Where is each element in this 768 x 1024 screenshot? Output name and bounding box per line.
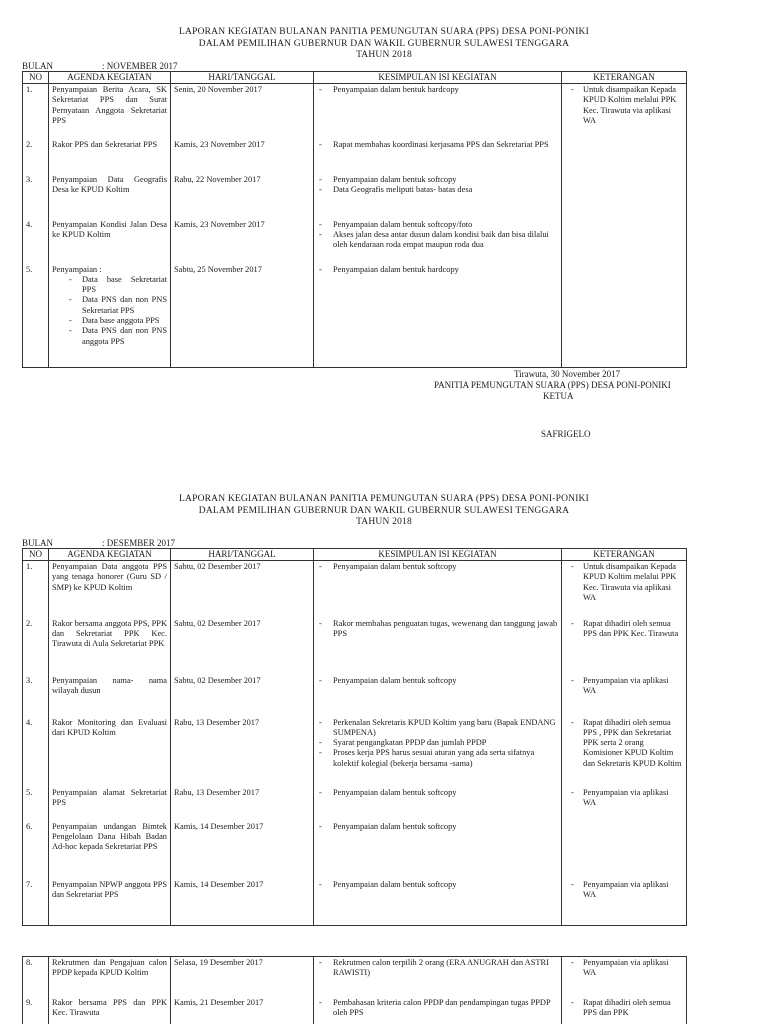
row-agenda: Penyampaian NPWP anggota PPS dan Sekretariat PPS	[49, 879, 171, 926]
row-date: Rabu, 13 Desember 2017	[171, 787, 314, 821]
report2-title-line2: DALAM PEMILIHAN GUBERNUR DAN WAKIL GUBERNUR SULAWESI TENGGARA	[198, 505, 570, 516]
table-row	[23, 675, 687, 717]
table-row	[23, 618, 687, 675]
table-row	[23, 879, 687, 926]
signature-role: KETUA	[543, 391, 574, 401]
row-kesimpulan	[314, 787, 562, 821]
row-agenda: Penyampaian undangan Bimtek Pengelolaan Dana Hibah Badan Ad-hoc kepada Sekretariat PPS	[49, 821, 171, 879]
list-item: - Penyampaian dalam bentuk softcopy	[317, 880, 558, 890]
list-item: - Penyampaian via aplikasi WA	[565, 676, 683, 697]
table-row	[23, 219, 687, 264]
list-item: - Penyampaian dalam bentuk softcopy	[317, 822, 558, 832]
col-header-agenda: AGENDA KEGIATAN	[49, 72, 171, 84]
row-kesimpulan	[314, 561, 562, 618]
row-no: 2.	[23, 139, 49, 174]
row-kesimpulan	[314, 174, 562, 219]
report2-bulan-value: : DESEMBER 2017	[102, 538, 176, 548]
row-agenda: Rakor PPS dan Sekretariat PPS	[49, 139, 171, 174]
row-keterangan	[562, 264, 687, 368]
row-date: Sabtu, 02 Desember 2017	[171, 618, 314, 675]
list-item: - Penyampaian dalam bentuk hardcopy	[317, 85, 558, 95]
row-no: 3.	[23, 675, 49, 717]
report2-table	[22, 548, 687, 926]
signature-name: SAFRIGELO	[541, 429, 591, 439]
report1-title-line2: DALAM PEMILIHAN GUBERNUR DAN WAKIL GUBERNUR SULAWESI TENGGARA	[198, 38, 570, 49]
row-agenda: Rakor bersama PPS dan PPK Kec. Tirawuta	[49, 997, 171, 1024]
list-item: - Untuk disampaikan Kepada KPUD Koltim melalui PPK Kec. Tirawuta via aplikasi WA	[565, 85, 683, 126]
row-no: 2.	[23, 618, 49, 675]
report2-bulan-label: BULAN	[22, 538, 53, 548]
row-keterangan	[562, 561, 687, 618]
report2-bulan	[22, 538, 175, 548]
signature-org: PANITIA PEMUNGUTAN SUARA (PPS) DESA PONI-PONIKI	[434, 380, 671, 390]
list-item: - Syarat pengangkatan PPDP dan jumlah PPDP	[317, 738, 558, 748]
col-header-no: NO	[23, 72, 49, 84]
table-row	[23, 561, 687, 618]
row-no: 6.	[23, 821, 49, 879]
row-agenda: Penyampaian Data anggota PPS yang tenaga honorer (Guru SD / SMP) ke KPUD Koltim	[49, 561, 171, 618]
row-no: 4.	[23, 717, 49, 787]
list-item: - Penyampaian via aplikasi WA	[565, 788, 683, 809]
list-item: - Data base anggota PPS	[60, 316, 167, 326]
report1-title-line3: TAHUN 2018	[356, 50, 412, 60]
col-header-kesimpulan: KESIMPULAN ISI KEGIATAN	[314, 549, 562, 561]
row-date: Rabu, 22 November 2017	[171, 174, 314, 219]
list-item: - Data PNS dan non PNS anggota PPS	[60, 326, 167, 347]
row-keterangan	[562, 997, 687, 1024]
list-item: - Data Geografis meliputi batas- batas desa	[317, 185, 558, 195]
row-no: 7.	[23, 879, 49, 926]
list-item: - Penyampaian dalam bentuk softcopy/foto	[317, 220, 558, 230]
row-date: Kamis, 14 Desember 2017	[171, 879, 314, 926]
row-agenda: Penyampaian Berita Acara, SK Sekretariat PPS dan Surat Pernyataan Anggota Sekretariat PPS	[49, 84, 171, 139]
row-agenda: Rakor Monitoring dan Evaluasi dari KPUD Koltim	[49, 717, 171, 787]
col-header-keterangan: KETERANGAN	[562, 72, 687, 84]
row-keterangan	[562, 717, 687, 787]
row-keterangan	[562, 618, 687, 675]
list-item: - Rapat dihadiri oleh semua PPS dan PPK Kec. Tirawuta	[565, 619, 683, 640]
report1-title-line1: LAPORAN KEGIATAN BULANAN PANITIA PEMUNGUTAN SUARA (PPS) DESA PONI-PONIKI	[179, 27, 589, 37]
row-keterangan	[562, 957, 687, 997]
table-row	[23, 174, 687, 219]
row-kesimpulan	[314, 717, 562, 787]
list-item: - Rapat membahas koordinasi kerjasama PPS dan Sekretariat PPS	[317, 140, 558, 150]
list-item: - Untuk disampaikan Kepada KPUD Koltim melalui PPK Kec. Tirawuta via aplikasi WA	[565, 562, 683, 603]
table-row	[23, 717, 687, 787]
row-agenda: Penyampaian nama- nama wilayah dusun	[49, 675, 171, 717]
row-keterangan	[562, 821, 687, 879]
row-kesimpulan	[314, 675, 562, 717]
row-keterangan	[562, 787, 687, 821]
row-kesimpulan	[314, 219, 562, 264]
row-keterangan	[562, 174, 687, 219]
row-keterangan	[562, 879, 687, 926]
list-item: - Penyampaian via aplikasi WA	[565, 880, 683, 901]
row-kesimpulan	[314, 821, 562, 879]
row-date: Sabtu, 25 November 2017	[171, 264, 314, 368]
report1-bulan-label: BULAN	[22, 61, 53, 71]
row-agenda: Penyampaian alamat Sekretariat PPS	[49, 787, 171, 821]
row-agenda: Rakor bersama anggota PPS, PPK dan Sekretariat PPK Kec. Tirawuta di Aula Sekretariat PPK	[49, 618, 171, 675]
row-keterangan	[562, 675, 687, 717]
row-keterangan	[562, 84, 687, 139]
list-item: - Data base Sekretariat PPS	[60, 275, 167, 296]
row-date: Kamis, 14 Desember 2017	[171, 821, 314, 879]
list-item: - Penyampaian dalam bentuk softcopy	[317, 562, 558, 572]
row-agenda: Rekrutmen dan Pengajuan calon PPDP kepada KPUD Koltim	[49, 957, 171, 997]
table-row	[23, 84, 687, 139]
signature-place-date: Tirawuta, 30 November 2017	[514, 369, 621, 379]
row-no: 4.	[23, 219, 49, 264]
report2-header-row	[23, 549, 687, 561]
list-item: - Rekrutmen calon terpilih 2 orang (ERA ANUGRAH dan ASTRI RAWISTI)	[317, 958, 558, 979]
row-kesimpulan	[314, 84, 562, 139]
row-kesimpulan	[314, 879, 562, 926]
row-kesimpulan	[314, 139, 562, 174]
list-item: - Penyampaian via aplikasi WA	[565, 958, 683, 979]
col-header-date: HARI/TANGGAL	[171, 72, 314, 84]
list-item: - Perkenalan Sekretaris KPUD Koltim yang baru (Bapak ENDANG SUMPENA)	[317, 718, 558, 739]
report2-continuation-table	[22, 956, 687, 1024]
row-no: 5.	[23, 264, 49, 368]
list-item: - Penyampaian dalam bentuk softcopy	[317, 788, 558, 798]
report1-header-row	[23, 72, 687, 84]
list-item: - Akses jalan desa antar dusun dalam kondisi baik dan bisa dilalui oleh kendaraan roda empat maupun roda dua	[317, 230, 558, 251]
row-agenda	[49, 264, 171, 368]
row-date: Kamis, 23 November 2017	[171, 219, 314, 264]
row-no: 1.	[23, 561, 49, 618]
row-date: Sabtu, 02 Desember 2017	[171, 561, 314, 618]
row-no: 1.	[23, 84, 49, 139]
list-item: - Penyampaian dalam bentuk softcopy	[317, 175, 558, 185]
list-item: - Proses kerja PPS harus sesuai aturan yang ada serta sifatnya kolektif kolegial (bekerja bersama -sama)	[317, 748, 558, 769]
col-header-keterangan: KETERANGAN	[562, 549, 687, 561]
table-row	[23, 957, 687, 997]
table-row	[23, 997, 687, 1024]
list-item: - Rakor membahas penguatan tugas, wewenang dan tanggung jawab PPS	[317, 619, 558, 640]
row-date: Kamis, 21 Desember 2017	[171, 997, 314, 1024]
report1-bulan-value: : NOVEMBER 2017	[102, 61, 178, 71]
row-kesimpulan	[314, 264, 562, 368]
list-item: - Data PNS dan non PNS Sekretariat PPS	[60, 295, 167, 316]
row-kesimpulan	[314, 957, 562, 997]
row-date: Sabtu, 02 Desember 2017	[171, 675, 314, 717]
report1-bulan	[22, 61, 178, 71]
list-item: - Pembahasan kriteria calon PPDP dan pendampingan tugas PPDP oleh PPS	[317, 998, 558, 1019]
row-no: 5.	[23, 787, 49, 821]
table-row	[23, 139, 687, 174]
row-agenda-intro: Penyampaian :	[52, 264, 102, 274]
row-date: Kamis, 23 November 2017	[171, 139, 314, 174]
table-row	[23, 821, 687, 879]
col-header-kesimpulan: KESIMPULAN ISI KEGIATAN	[314, 72, 562, 84]
report2-title-line3: TAHUN 2018	[356, 517, 412, 527]
report1-table	[22, 71, 687, 368]
row-agenda: Penyampaian Kondisi Jalan Desa ke KPUD Koltim	[49, 219, 171, 264]
row-keterangan	[562, 219, 687, 264]
row-no: 3.	[23, 174, 49, 219]
list-item: - Rapat dihadiri oleh semua PPS , PPK dan Sekretariat PPK serta 2 orang Komisioner KPUD Koltim dan Sekretaris KPUD Koltim	[565, 718, 683, 769]
col-header-no: NO	[23, 549, 49, 561]
row-no: 8.	[23, 957, 49, 997]
row-keterangan	[562, 139, 687, 174]
row-date: Rabu, 13 Desember 2017	[171, 717, 314, 787]
table-row	[23, 264, 687, 368]
report2-title	[0, 494, 768, 529]
col-header-date: HARI/TANGGAL	[171, 549, 314, 561]
row-agenda: Penyampaian Data Geografis Desa ke KPUD Koltim	[49, 174, 171, 219]
row-date: Selasa, 19 Desember 2017	[171, 957, 314, 997]
row-date: Senin, 20 November 2017	[171, 84, 314, 139]
report1-title	[0, 27, 768, 62]
row-kesimpulan	[314, 997, 562, 1024]
list-item: - Penyampaian dalam bentuk softcopy	[317, 676, 558, 686]
row-kesimpulan	[314, 618, 562, 675]
table-row	[23, 787, 687, 821]
col-header-agenda: AGENDA KEGIATAN	[49, 549, 171, 561]
list-item: - Rapat dihadiri oleh semua PPS dan PPK	[565, 998, 683, 1019]
row-no: 9.	[23, 997, 49, 1024]
report2-title-line1: LAPORAN KEGIATAN BULANAN PANITIA PEMUNGUTAN SUARA (PPS) DESA PONI-PONIKI	[179, 494, 589, 504]
list-item: - Penyampaian dalam bentuk hardcopy	[317, 265, 558, 275]
